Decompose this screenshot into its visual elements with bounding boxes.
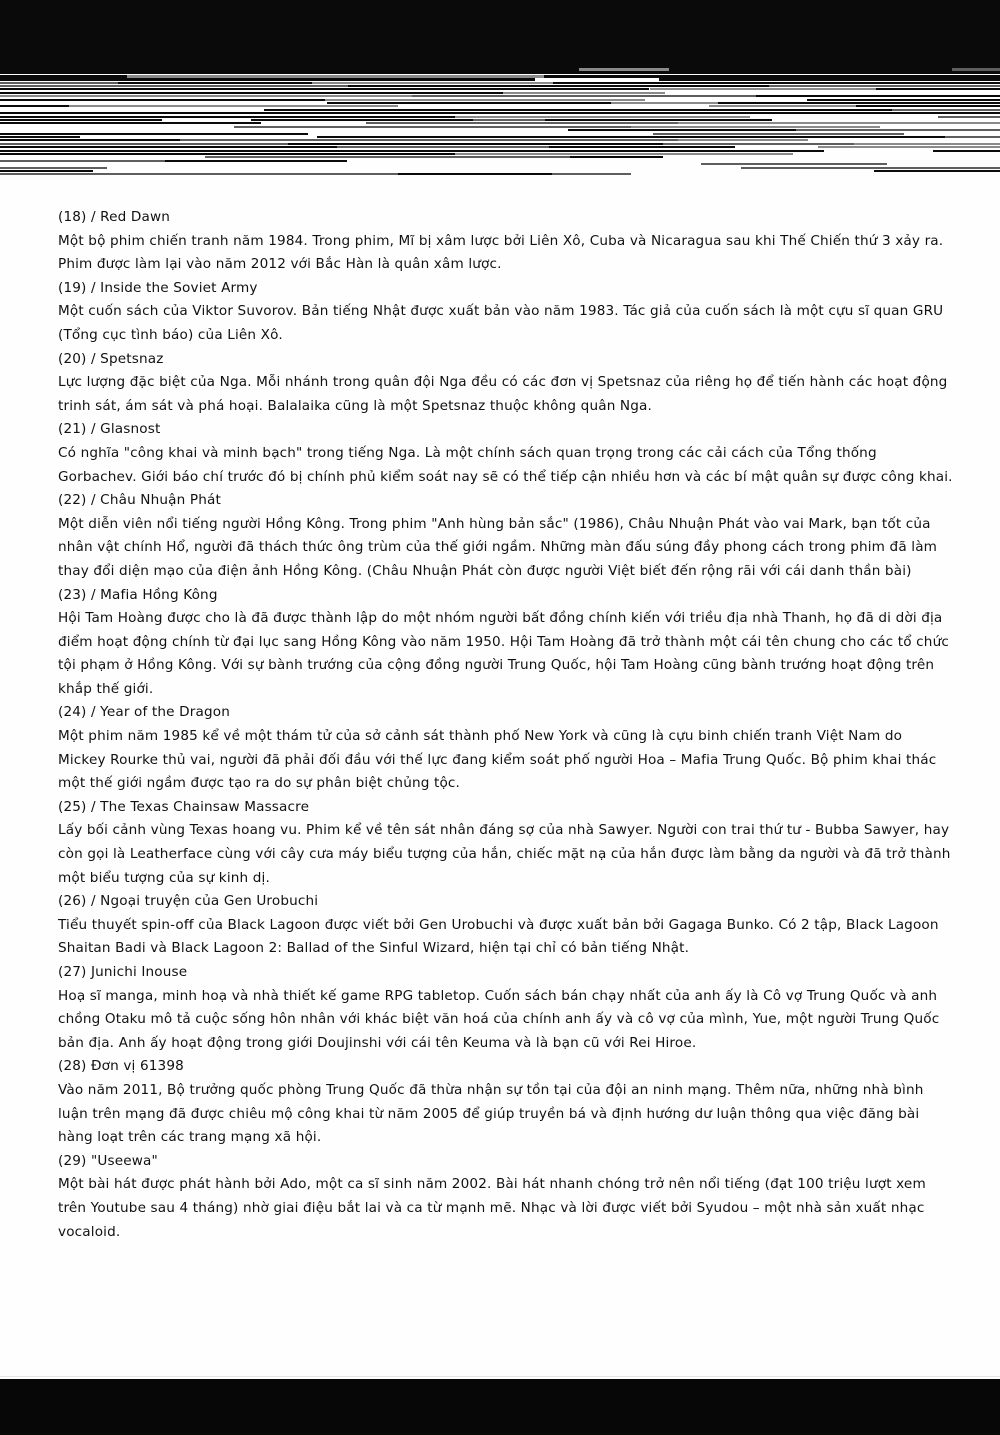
speed-line: [650, 88, 877, 90]
note-title: (19) / Inside the Soviet Army: [58, 279, 258, 296]
note-title: (18) / Red Dawn: [58, 209, 171, 225]
speed-line: [312, 82, 402, 84]
speed-line: [366, 122, 678, 124]
speed-line: [568, 129, 795, 131]
speed-line: [0, 116, 213, 118]
speed-line: [0, 92, 160, 94]
speed-line: [869, 99, 1000, 101]
speed-line: [343, 119, 474, 121]
speed-line: [616, 150, 824, 152]
speed-line: [876, 88, 1000, 90]
note-body: Một phim năm 1985 kể về một thám tử của sở cảnh sát thành phố New York và cũng là cựu binh chiến tranh Việt Nam do Mickey Rourke thủ vai, người đã phải đối đầu với thế lực đang kiểm soát phố người Hoa – Mafia Trung Quốc. Bộ phim khai thác một thế giới ngầm được tạo ra do sự phân biệt chủng tộc.: [58, 728, 937, 792]
speed-line: [552, 173, 631, 175]
speed-line: [627, 136, 944, 138]
speed-line: [741, 167, 1000, 169]
note-title: (27) Junichi Inouse: [58, 964, 188, 980]
speed-line: [0, 139, 180, 141]
note-title: (20) / Spetsnaz: [58, 350, 164, 367]
speed-line: [473, 119, 544, 121]
speed-line: [0, 82, 118, 84]
speed-line: [180, 139, 605, 141]
speed-line: [118, 82, 312, 84]
speed-line: [892, 109, 1000, 111]
speed-line: [631, 126, 880, 128]
speed-line: [503, 92, 666, 94]
speed-line: [653, 133, 904, 135]
note-title: (28) Đơn vị 61398: [58, 1058, 184, 1075]
speed-line: [544, 75, 650, 78]
note-title: (24) / Year of the Dragon: [58, 704, 230, 721]
note-body: Có nghĩa "công khai và minh bạch" trong tiếng Nga. Là một chính sách quan trọng trong các cải cách của Tổng thống Gorbachev. Giới báo chí trước đó bị chính phủ kiểm soát nay sẽ có thể tiếp cận nhiều hơn và các bí mật quân sự được công khai.: [58, 444, 953, 485]
speed-line: [611, 102, 719, 104]
speed-line: [455, 116, 518, 118]
note-title: (21) / Glasnost: [58, 421, 161, 438]
note-body: Một bài hát được phát hành bởi Ado, một ca sĩ sinh năm 2002. Bài hát nhanh chóng trở nên nổi tiếng (đạt 100 triệu lượt xem trên Youtube sau 4 tháng) nhờ giai điệu bắt lai và ca từ mạnh mẽ. Nhạc và lời được viết bởi Syudou – một nhà sản xuất nhạc vocaloid.: [58, 1176, 926, 1240]
speed-line: [0, 170, 93, 172]
speed-line: [549, 146, 735, 148]
speed-line: [0, 119, 162, 121]
speed-line: [402, 82, 553, 84]
speed-line: [718, 102, 1000, 104]
speed-line: [545, 119, 772, 121]
speed-line: [0, 136, 80, 138]
speed-line: [0, 143, 288, 145]
speed-line: [678, 122, 1000, 124]
speed-line: [0, 85, 348, 87]
note-title: (23) / Mafia Hồng Kông: [58, 586, 218, 603]
note-title: (22) / Châu Nhuận Phát: [58, 492, 221, 509]
speed-line: [709, 105, 856, 107]
note-body: Hội Tam Hoàng được cho là đã được thành lập do một nhóm người bất đồng chính kiến với triều địa nhà Thanh, họ đã di dời địa điểm hoạt động chính từ đại lục sang Hồng Kông vào năm 1950. Hội Tam Hoàng đã trở thành một cái tên chung cho các tổ chức tội phạm ở Hồng Kông. Với sự bành trướng của cộng đồng người Trung Quốc, hội Tam Hoàng cũng bành trướng hoạt động trên khắp thế giới.: [58, 610, 949, 697]
note-body: Một cuốn sách của Viktor Suvorov. Bản tiếng Nhật được xuất bản vào năm 1983. Tác giả của cuốn sách là một cựu sĩ quan GRU (Tổng cục tình báo) của Liên Xô.: [58, 303, 944, 343]
speed-line: [0, 133, 308, 135]
speed-line: [0, 99, 183, 101]
note-title: (26) / Ngoại truyện của Gen Urobuchi: [58, 893, 319, 910]
speed-line: [402, 150, 616, 152]
speed-line: [165, 160, 347, 162]
speed-line: [945, 136, 1000, 138]
speed-line: [0, 153, 264, 155]
speed-line: [553, 82, 792, 84]
speed-line: [327, 102, 610, 104]
speed-line: [160, 92, 502, 94]
speed-line: [0, 160, 165, 162]
note-body: Lấy bối cảnh vùng Texas hoang vu. Phim kể về tên sát nhân đáng sợ của nhà Sawyer. Người con trai thứ tư - Bubba Sawyer, hay còn gọi là Leatherface cùng với cây cưa máy biểu tượng của hắn, chiếc mặt nạ của hắn được làm bằng da người và đã trở thành một biểu tượng của sự kinh dị.: [58, 822, 951, 886]
bottom-divider: [0, 1376, 1000, 1377]
speed-line: [518, 116, 750, 118]
speed-line: [933, 150, 1000, 152]
speed-line: [412, 95, 756, 97]
speed-line: [756, 95, 1000, 97]
speed-line: [0, 122, 261, 124]
speed-line: [69, 105, 398, 107]
speed-line: [592, 112, 715, 114]
speed-line: [205, 156, 570, 158]
speed-line: [213, 116, 455, 118]
speed-line: [0, 88, 423, 90]
speed-line: [818, 146, 1000, 148]
speed-line: [0, 173, 398, 175]
speed-line: [460, 85, 691, 87]
top-black-band: [0, 0, 1000, 72]
speed-line: [0, 167, 107, 169]
speed-line: [796, 129, 1000, 131]
speed-line: [663, 143, 854, 145]
speed-line: [288, 143, 663, 145]
speed-line: [854, 143, 1000, 145]
speed-line: [264, 109, 644, 111]
speed-line: [701, 163, 888, 165]
note-body: Tiểu thuyết spin-off của Black Lagoon được viết bởi Gen Urobuchi và được xuất bản bởi Gagaga Bunko. Có 2 tập, Black Lagoon Shaitan Badi và Black Lagoon 2: Ballad of the Sinful Wizard, hiện tại chỉ có bản tiếng Nhật.: [58, 916, 939, 957]
speed-line: [792, 82, 1000, 84]
speed-line: [0, 146, 92, 148]
speed-line: [183, 99, 325, 101]
speed-line: [678, 139, 808, 141]
speed-line: [337, 146, 550, 148]
speed-line: [398, 173, 552, 175]
note-body: Vào năm 2011, Bộ trưởng quốc phòng Trung Quốc đã thừa nhận sự tồn tại của đội an ninh mạng. Thêm nữa, những nhà bình luận trên mạng đã được chiêu mộ công khai từ năm 2005 để giúp truyền bá và định hướng dư luận thông qua việc đăng bài hàng loạt trên các trang mạng xã hội.: [58, 1081, 924, 1146]
speed-line: [769, 85, 1000, 87]
note-body: Hoạ sĩ manga, minh hoạ và nhà thiết kế game RPG tabletop. Cuốn sách bán chạy nhất của anh ấy là Cô vợ Trung Quốc và anh chồng Otaku mô tả cuộc sống hôn nhân với khác biệt văn hoá của chính anh ấy và cô vợ của mình, Yue, một người Trung Quốc bản địa. Anh ấy hoạt động trong giới Doujinshi với cái tên Keuma và là bạn cũ với Rei Hiroe.: [58, 987, 940, 1051]
speed-line: [0, 112, 84, 114]
speed-line: [570, 156, 663, 158]
bottom-black-band: [0, 1379, 1000, 1435]
speed-line: [715, 112, 1000, 114]
speed-line: [455, 153, 793, 155]
speed-line: [0, 105, 69, 107]
speed-line: [691, 85, 769, 87]
speed-line: [251, 119, 342, 121]
speed-line: [232, 112, 592, 114]
speed-line: [0, 150, 402, 152]
translator-notes: [58, 206, 958, 1244]
note-title: (25) / The Texas Chainsaw Massacre: [58, 798, 310, 815]
note-title: (29) "Useewa": [58, 1152, 158, 1169]
note-body: Một diễn viên nổi tiếng người Hồng Kông. Trong phim "Anh hùng bản sắc" (1986), Châu Nhuận Phát vào vai Mark, bạn tốt của nhân vật chính Hổ, người đã thách thức ông trùm của thế giới ngầm. Những màn đấu súng đầy phong cách trong phim đã làm thay đổi diện mạo của điện ảnh Hồng Kông. (Châu Nhuận Phát còn được người Việt biết đến rộng rãi với cái danh thần bài): [58, 515, 938, 579]
speed-line: [807, 99, 870, 101]
speed-line: [317, 136, 627, 138]
speed-line: [938, 116, 1000, 118]
speed-line: [604, 139, 677, 141]
speed-line: [0, 95, 412, 97]
speed-line: [325, 99, 646, 101]
speed-line: [264, 153, 455, 155]
speed-line: [856, 105, 980, 107]
speed-line: [92, 146, 336, 148]
note-body: Một bộ phim chiến tranh năm 1984. Trong phim, Mĩ bị xâm lược bởi Liên Xô, Cuba và Nicaragua sau khi Thế Chiến thứ 3 xảy ra. Phim được làm lại vào năm 2012 với Bắc Hàn là quân xâm lược.: [58, 232, 944, 273]
speed-lines-decoration: [0, 68, 1000, 178]
speed-line: [423, 88, 650, 90]
speed-line: [84, 112, 232, 114]
note-body: Lực lượng đặc biệt của Nga. Mỗi nhánh trong quân đội Nga đều có các đơn vị Spetsnaz của riêng họ để tiến hành các hoạt động trinh sát, ám sát và phá hoại. Balalaika cũng là một Spetsnaz thuộc không quân Nga.: [58, 374, 948, 414]
speed-line: [645, 109, 893, 111]
speed-line: [874, 170, 1000, 172]
speed-line: [348, 85, 460, 87]
speed-line: [234, 126, 631, 128]
speed-line: [980, 105, 1000, 107]
